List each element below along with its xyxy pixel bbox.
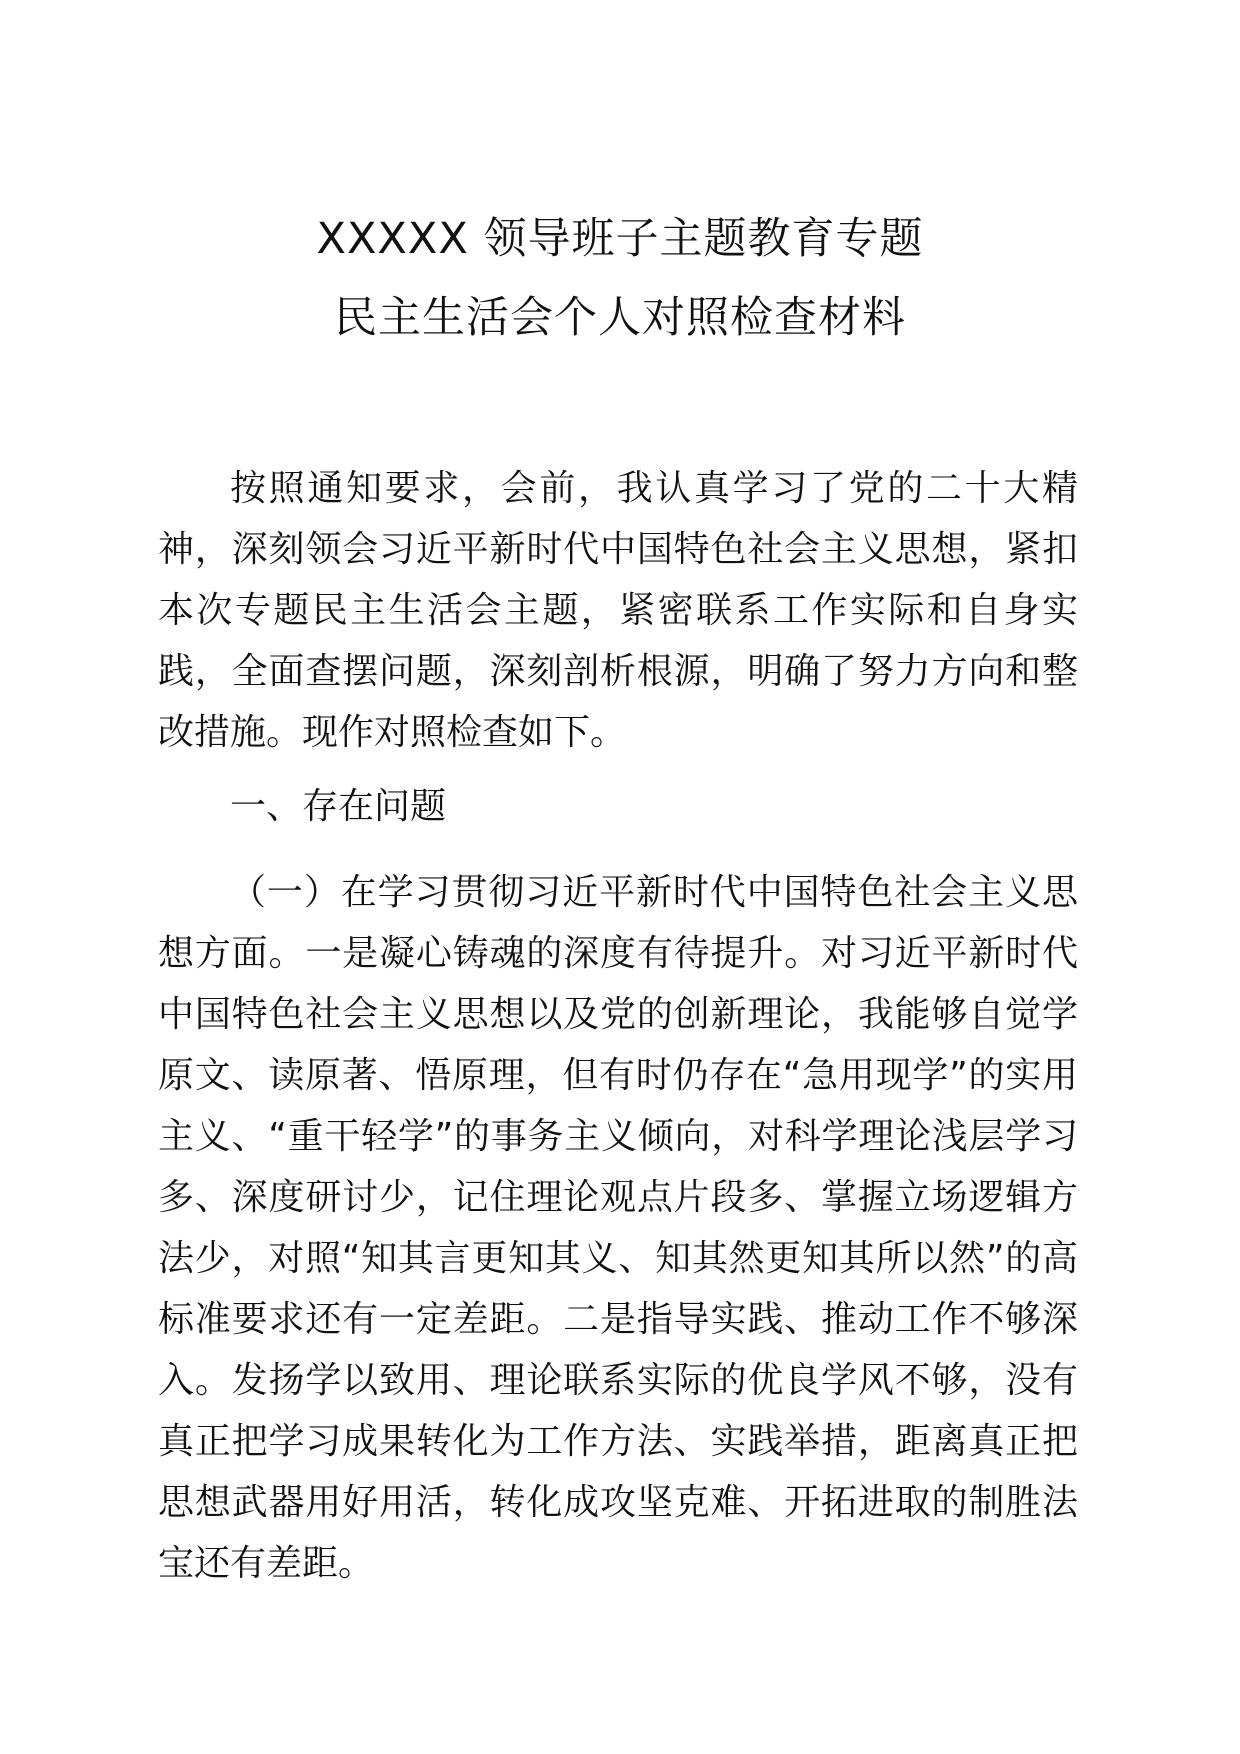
intro-paragraph: 按照通知要求，会前，我认真学习了党的二十大精神，深刻领会习近平新时代中国特色社会主义思想，紧扣本次专题民主生活会主题，紧密联系工作实际和自身实践，全面查摆问题，深刻剖析根源，明确了努力方向和整改措施。现作对照检查如下。 [158,468,1078,753]
document-title-line1: XXXXX 领导班子主题教育专题 [316,214,924,264]
subsection-paragraph: （一）在学习贯彻习近平新时代中国特色社会主义思想方面。一是凝心铸魂的深度有待提升。对习近平新时代中国特色社会主义思想以及党的创新理论，我能够自觉学原文、读原著、悟原理，但有时仍存在“急用现学”的实用主义、“重干轻学”的事务主义倾向，对科学理论浅层学习多、深度研讨少，记住理论观点片段多、掌握立场逻辑方法少，对照“知其言更知其义、知其然更知其所以然”的高标准要求还有一定差距。二是指导实践、推动工作不够深入。发扬学以致用、理论联系实际的优良学风不够，没有真正把学习成果转化为工作方法、实践举措，距离真正把思想武器用好用活，转化成攻坚克难、开拓进取的制胜法宝还有差距。 [158,872,1078,1584]
section-heading: 一、存在问题 [230,786,447,827]
document-title-line2: 民主生活会个人对照检查材料 [334,293,906,343]
